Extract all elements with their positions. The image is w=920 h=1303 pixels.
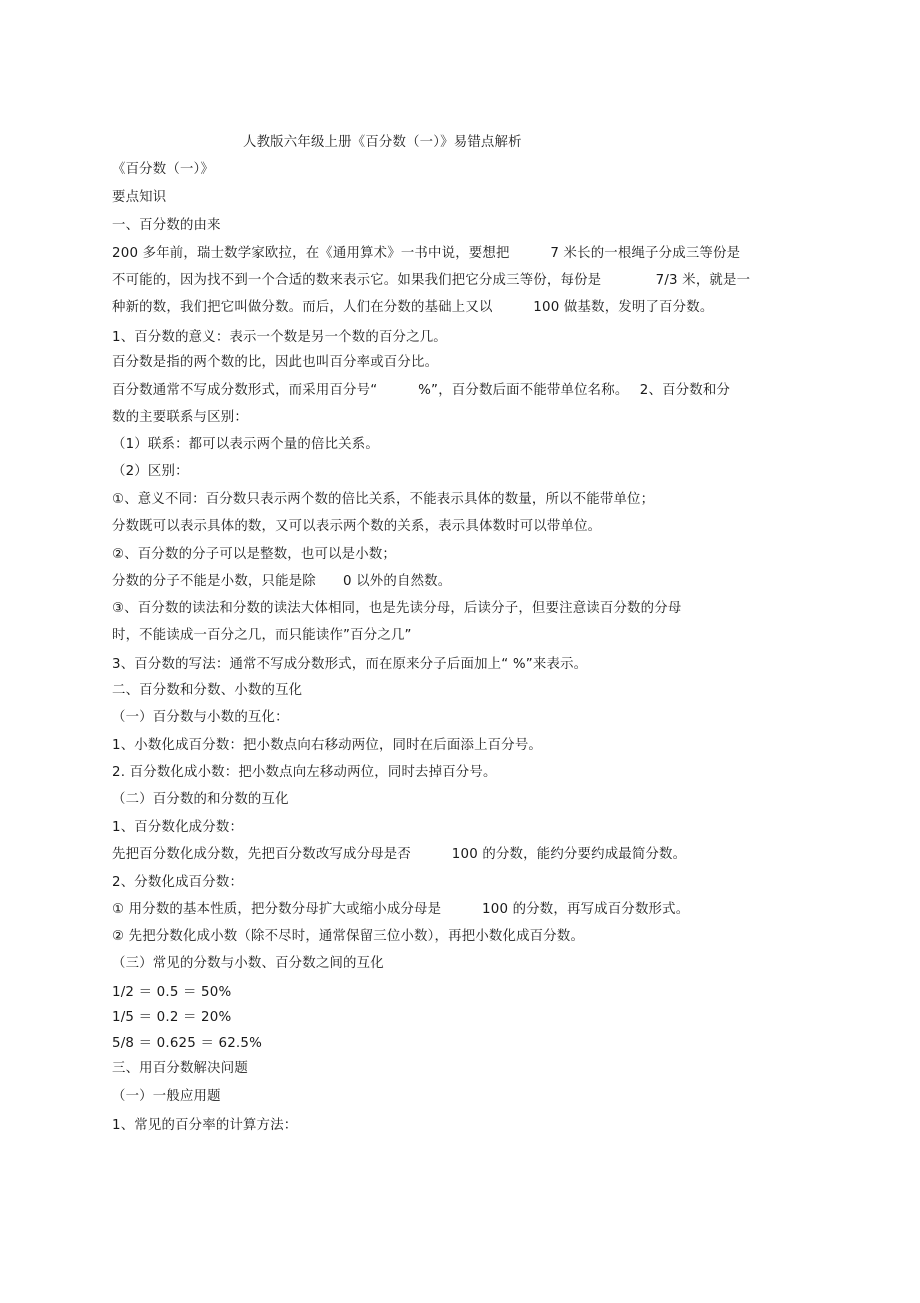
text-line: 分数的分子不能是小数，只能是除 0 以外的自然数。 <box>112 574 452 589</box>
text-line: 2. 百分数化成小数：把小数点向左移动两位，同时去掉百分号。 <box>112 765 497 780</box>
text-line: （1）联系：都可以表示两个量的倍比关系。 <box>112 437 379 452</box>
text-line: 要点知识 <box>112 190 167 205</box>
text-line: 1、常见的百分率的计算方法： <box>112 1118 298 1133</box>
text-line: （三）常见的分数与小数、百分数之间的互化 <box>112 956 384 971</box>
text-line: ③、百分数的读法和分数的读法大体相同，也是先读分母，后读分子，但要注意读百分数的分母 <box>112 601 682 616</box>
text-line: 1、百分数化成分数： <box>112 820 244 835</box>
text-line: 数的主要联系与区别： <box>112 410 248 425</box>
text-line: ② 先把分数化成小数（除不尽时，通常保留三位小数），再把小数化成百分数。 <box>112 929 585 944</box>
text-line: 先把百分数化成分数，先把百分数改写成分母是否 100 的分数，能约分要约成最简分数。 <box>112 847 687 862</box>
section-heading: 二、百分数和分数、小数的互化 <box>112 683 303 698</box>
text-line: 200 多年前，瑞士数学家欧拉，在《通用算术》一书中说，要想把 7 米长的一根绳子分成三等份是 <box>112 246 741 261</box>
text-line: 种新的数，我们把它叫做分数。而后，人们在分数的基础上又以 100 做基数，发明了百分数。 <box>112 300 714 315</box>
text-line: 不可能的，因为找不到一个合适的数来表示它。如果我们把它分成三等份，每份是 7/3 米，就是一 <box>112 273 751 288</box>
equation-line: 1/5 ＝ 0.2 ＝ 20% <box>112 1010 232 1025</box>
text-line: 3、百分数的写法：通常不写成分数形式，而在原来分子后面加上“ %”来表示。 <box>112 657 588 672</box>
text-line: 分数既可以表示具体的数，又可以表示两个数的关系，表示具体数时可以带单位。 <box>112 519 602 534</box>
text-line: 2、分数化成百分数： <box>112 875 244 890</box>
text-line: （一）百分数与小数的互化： <box>112 710 289 725</box>
equation-line: 1/2 ＝ 0.5 ＝ 50% <box>112 985 232 1000</box>
text-line: （一）一般应用题 <box>112 1089 221 1104</box>
text-line: ① 用分数的基本性质，把分数分母扩大或缩小成分母是 100 的分数，再写成百分数形式。 <box>112 902 690 917</box>
section-heading: 一、百分数的由来 <box>112 218 221 233</box>
text-line: 百分数是指的两个数的比，因此也叫百分率或百分比。 <box>112 355 439 370</box>
text-line: （二）百分数的和分数的互化 <box>112 792 289 807</box>
text-line: 1、百分数的意义：表示一个数是另一个数的百分之几。 <box>112 330 447 345</box>
document-title: 人教版六年级上册《百分数（一）》易错点解析 <box>243 135 522 150</box>
text-line: （2）区别： <box>112 464 189 479</box>
text-line: 百分数通常不写成分数形式，而采用百分号“ %”，百分数后面不能带单位名称。 2、百分数和分 <box>112 383 731 398</box>
section-heading: 三、用百分数解决问题 <box>112 1061 248 1076</box>
text-line: 《百分数（一）》 <box>112 162 215 177</box>
equation-line: 5/8 ＝ 0.625 ＝ 62.5% <box>112 1036 263 1051</box>
text-line: ②、百分数的分子可以是整数，也可以是小数； <box>112 547 397 562</box>
text-line: ①、意义不同：百分数只表示两个数的倍比关系，不能表示具体的数量，所以不能带单位； <box>112 492 655 507</box>
text-line: 时，不能读成一百分之几，而只能读作”百分之几” <box>112 628 412 643</box>
text-line: 1、小数化成百分数：把小数点向右移动两位，同时在后面添上百分号。 <box>112 738 543 753</box>
